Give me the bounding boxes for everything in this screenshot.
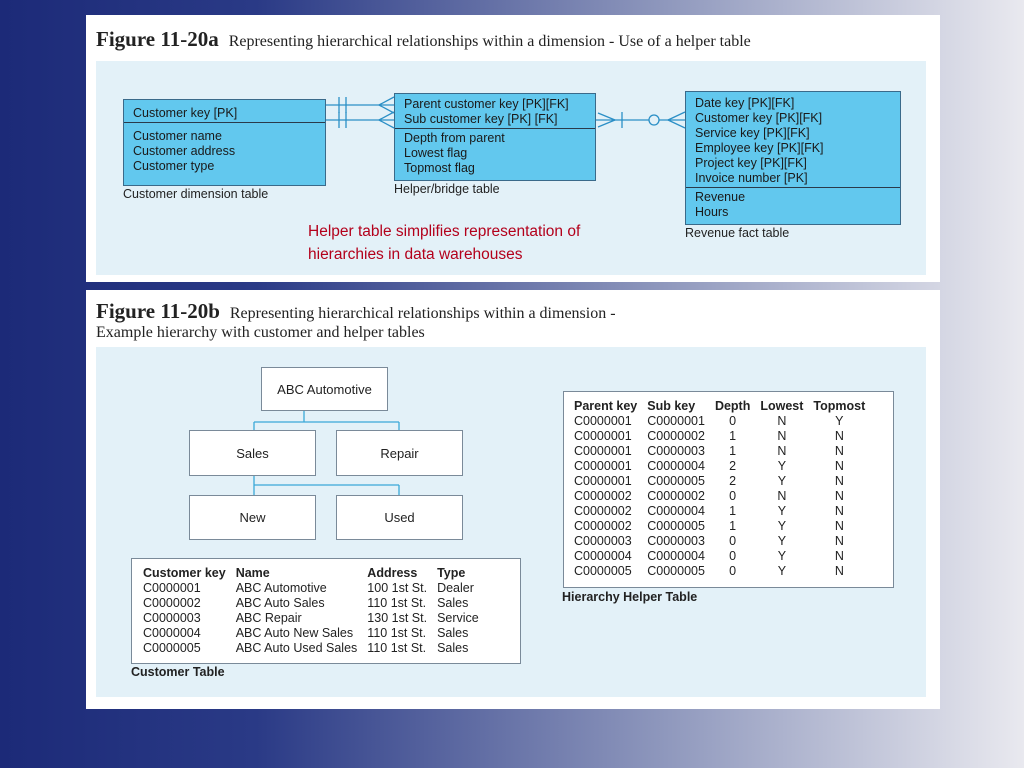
table-cell: N (834, 564, 844, 578)
table-cell: N (834, 444, 844, 458)
table-row (569, 519, 870, 534)
table-cell: 110 1st St. (367, 641, 427, 655)
figure-b-title (96, 299, 616, 324)
note-line-1: Helper table simplifies representation of (308, 223, 581, 240)
table-cell: Y (777, 564, 787, 578)
table-cell: C0000002 (574, 489, 632, 503)
figure-b-subtitle: Example hierarchy with customer and helper tables (96, 324, 425, 341)
node-used: Used (336, 495, 463, 540)
sub-customer-key-field: Sub customer key [PK] [FK] (404, 112, 558, 126)
table-cell: Dealer (437, 581, 474, 595)
project-key-field: Project key [PK][FK] (695, 156, 807, 170)
node-repair: Repair (336, 430, 463, 476)
table-cell: C0000003 (647, 534, 705, 548)
table-cell: C0000005 (574, 564, 632, 578)
table-cell: N (834, 459, 844, 473)
table-cell: N (834, 534, 844, 548)
table-cell: 110 1st St. (367, 596, 427, 610)
table-cell: C0000002 (574, 519, 632, 533)
helper-bridge-caption: Helper/bridge table (394, 182, 500, 196)
note-line-2: hierarchies in data warehouses (308, 246, 523, 263)
table-cell: N (777, 489, 787, 503)
node-abc-automotive: ABC Automotive (261, 367, 388, 411)
table-cell: C0000004 (647, 504, 705, 518)
table-cell: Y (777, 474, 787, 488)
revenue-fact-caption: Revenue fact table (685, 226, 790, 240)
table-cell: Y (835, 414, 844, 428)
table-row (138, 641, 484, 656)
figure-a-description: Representing hierarchical relationships within a dimension - Use of a helper table (228, 33, 751, 50)
table-cell: C0000003 (647, 444, 705, 458)
table-cell: N (777, 414, 787, 428)
table-cell: C0000003 (143, 611, 201, 625)
table-cell: 1 (729, 444, 737, 458)
figure-b-description: Representing hierarchical relationships within a dimension - (229, 305, 616, 322)
table-row (569, 444, 870, 459)
node-sales: Sales (189, 430, 316, 476)
customer-table (131, 558, 521, 664)
table-cell: C0000002 (647, 429, 705, 443)
table-cell: 1 (729, 519, 737, 533)
table-cell: C0000004 (574, 549, 632, 563)
table-row (569, 534, 870, 549)
table-row (569, 474, 870, 489)
table-row (569, 549, 870, 564)
table-cell: N (777, 429, 787, 443)
table-cell: N (777, 444, 787, 458)
table-row (569, 459, 870, 474)
table-cell: Service (437, 611, 479, 625)
figure-b-diagram (96, 347, 926, 697)
table-cell: C0000005 (647, 564, 705, 578)
table-cell: C0000002 (574, 504, 632, 518)
helper-bridge-entity (394, 93, 596, 181)
column-header: Type (437, 566, 466, 580)
table-cell: N (834, 549, 844, 563)
table-cell: C0000001 (574, 429, 632, 443)
column-header: Name (235, 566, 270, 580)
table-row (138, 596, 484, 611)
table-cell: ABC Auto New Sales (235, 626, 354, 640)
table-cell: N (834, 429, 844, 443)
table-cell: 0 (729, 534, 737, 548)
table-row (138, 626, 484, 641)
node-new: New (189, 495, 316, 540)
table-cell: C0000002 (143, 596, 201, 610)
table-cell: C0000003 (574, 534, 632, 548)
figure-a-panel (86, 15, 940, 282)
table-cell: C0000005 (143, 641, 201, 655)
table-cell: 100 1st St. (367, 581, 428, 595)
table-cell: C0000001 (574, 459, 632, 473)
table-cell: Sales (437, 626, 469, 640)
hours-field: Hours (695, 205, 729, 219)
table-cell: 130 1st St. (367, 611, 428, 625)
hierarchy-helper-caption: Hierarchy Helper Table (562, 590, 698, 604)
table-cell: N (834, 489, 844, 503)
table-cell: 1 (729, 429, 737, 443)
table-cell: C0000001 (574, 474, 632, 488)
table-cell: C0000001 (647, 414, 705, 428)
revenue-field: Revenue (695, 190, 746, 204)
column-header: Depth (714, 399, 751, 413)
table-cell: 1 (729, 504, 737, 518)
column-header: Parent key (574, 399, 638, 413)
table-cell: Y (777, 534, 787, 548)
customer-table-caption: Customer Table (131, 665, 225, 679)
table-cell: C0000004 (647, 549, 705, 563)
table-cell: C0000002 (647, 489, 705, 503)
column-header: Sub key (647, 399, 696, 413)
helper-table-grid (569, 399, 870, 579)
table-cell: Y (777, 519, 787, 533)
table-header-row (138, 566, 484, 581)
table-cell: C0000005 (647, 519, 705, 533)
figure-b-panel (86, 290, 940, 709)
table-row (138, 581, 484, 596)
table-row (138, 611, 484, 626)
customer-dimension-caption: Customer dimension table (123, 187, 269, 201)
depth-from-parent-field: Depth from parent (404, 131, 505, 145)
revenue-fact-entity (685, 91, 901, 225)
table-row (569, 504, 870, 519)
lowest-flag-field: Lowest flag (404, 146, 468, 160)
table-cell: ABC Auto Used Sales (235, 641, 358, 655)
table-cell: 2 (729, 459, 737, 473)
table-cell: ABC Repair (235, 611, 302, 625)
table-row (569, 429, 870, 444)
column-header: Address (367, 566, 418, 580)
figure-a-diagram (96, 61, 926, 275)
hierarchy-helper-table (563, 391, 894, 588)
customer-name-field: Customer name (133, 129, 222, 143)
table-cell: C0000004 (143, 626, 201, 640)
table-cell: Sales (437, 596, 469, 610)
customer-table-grid (138, 566, 484, 656)
table-header-row (569, 399, 870, 414)
customer-type-field: Customer type (133, 159, 215, 173)
table-cell: Y (777, 459, 787, 473)
table-cell: 0 (729, 549, 737, 563)
figure-a-title (96, 27, 751, 52)
table-cell: 0 (729, 489, 737, 503)
table-row (569, 489, 870, 504)
table-cell: 0 (729, 414, 737, 428)
figure-a-number: Figure 11-20a (96, 27, 219, 51)
table-cell: ABC Automotive (235, 581, 327, 595)
topmost-flag-field: Topmost flag (404, 161, 475, 175)
column-header: Lowest (760, 399, 804, 413)
table-row (569, 564, 870, 579)
table-cell: 0 (729, 564, 737, 578)
table-cell: C0000001 (574, 414, 632, 428)
table-cell: N (834, 474, 844, 488)
fact-customer-key-field: Customer key [PK][FK] (695, 111, 823, 125)
figure-b-number: Figure 11-20b (96, 299, 220, 323)
table-cell: C0000004 (647, 459, 705, 473)
table-cell: 110 1st St. (367, 626, 427, 640)
customer-key-field: Customer key [PK] (133, 106, 238, 120)
service-key-field: Service key [PK][FK] (695, 126, 810, 140)
table-cell: ABC Auto Sales (235, 596, 325, 610)
table-row (569, 414, 870, 429)
invoice-number-field: Invoice number [PK] (695, 171, 808, 185)
parent-customer-key-field: Parent customer key [PK][FK] (404, 97, 569, 111)
table-cell: C0000001 (143, 581, 201, 595)
table-cell: C0000005 (647, 474, 705, 488)
table-cell: Y (777, 504, 787, 518)
column-header: Topmost (813, 399, 866, 413)
table-cell: Sales (437, 641, 469, 655)
column-header: Customer key (143, 566, 226, 580)
helper-table-note (308, 220, 580, 266)
customer-dimension-entity (123, 99, 326, 186)
employee-key-field: Employee key [PK][FK] (695, 141, 824, 155)
customer-address-field: Customer address (133, 144, 236, 158)
table-cell: C0000001 (574, 444, 632, 458)
table-cell: N (834, 504, 844, 518)
table-cell: N (834, 519, 844, 533)
date-key-field: Date key [PK][FK] (695, 96, 795, 110)
table-cell: Y (777, 549, 787, 563)
table-cell: 2 (729, 474, 737, 488)
